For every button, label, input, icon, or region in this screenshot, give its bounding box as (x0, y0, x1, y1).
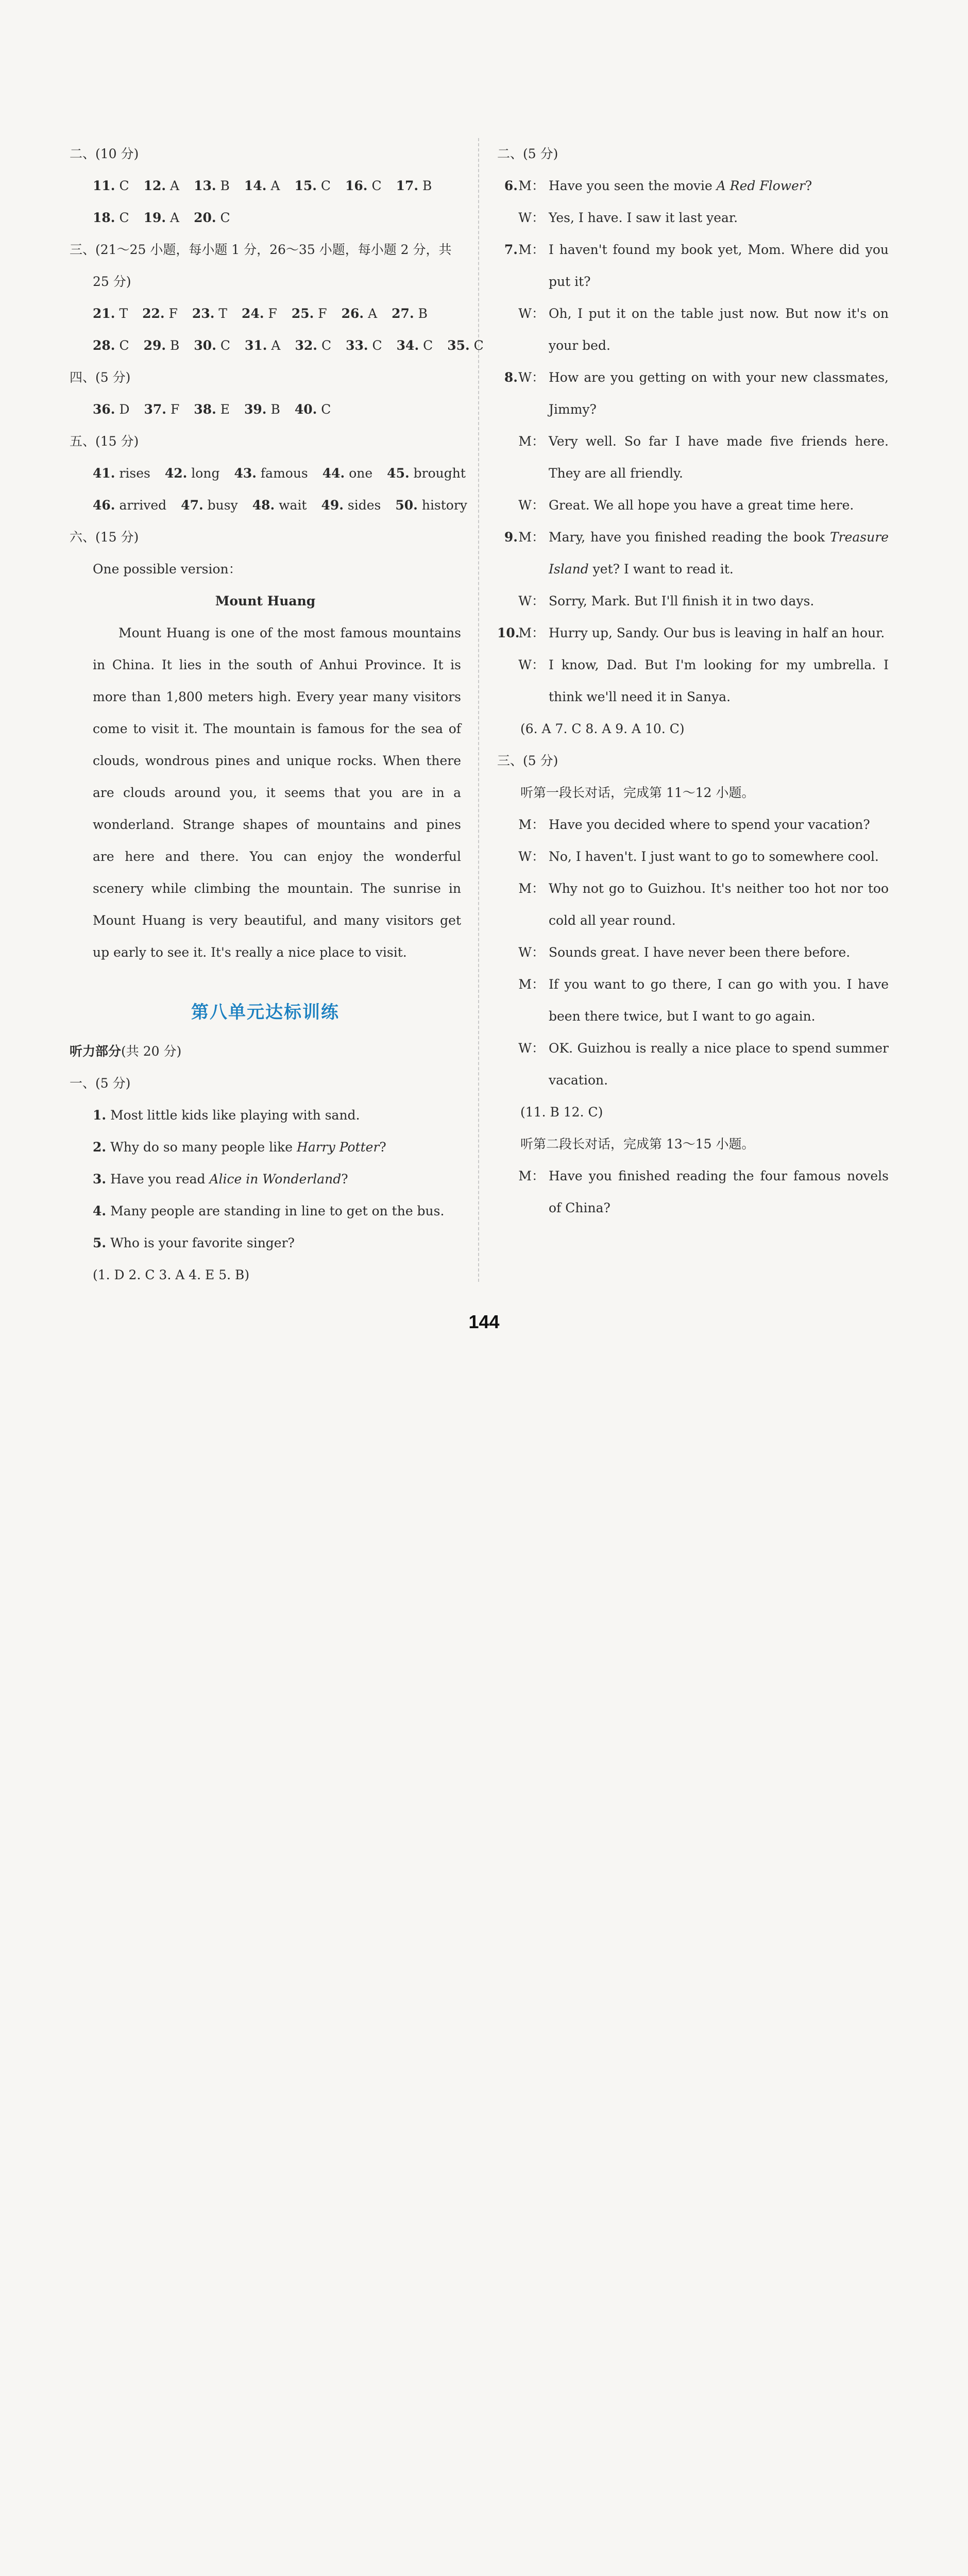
dialog-text-part: yet? I want to read it. (588, 562, 734, 577)
answer-value: wait (275, 498, 307, 513)
speaker: W： (518, 370, 545, 385)
answer-number: 34. (396, 338, 419, 353)
dialog-text: Have you decided where to spend your vacation? (549, 817, 870, 832)
book-title: Harry Potter (297, 1140, 380, 1155)
answer-number: 25. (291, 306, 314, 321)
left-column (70, 138, 484, 1291)
page-number (0, 1311, 968, 1333)
answer-value: B (166, 338, 180, 353)
dialog-number: 6. (504, 178, 518, 193)
answer-value: F (314, 306, 327, 321)
dialog-text: Why not go to Guizhou. It's neither too hot nor too cold all year round. (549, 881, 889, 928)
question-number: 3. (93, 1172, 107, 1187)
answer-item (345, 178, 382, 193)
answer-value: C (115, 338, 129, 353)
answer-number: 31. (244, 338, 267, 353)
unit-title: 第八单元达标训练 (191, 1002, 339, 1023)
dialog-text: Hurry up, Sandy. Our bus is leaving in half an hour. (549, 625, 885, 640)
answer-number: 39. (244, 402, 267, 417)
speaker: M： (518, 434, 545, 449)
answer-item (144, 338, 180, 353)
answer-number: 43. (234, 466, 257, 481)
answer-value: C (367, 178, 382, 193)
answer-item (396, 178, 432, 193)
answer-number: 33. (346, 338, 368, 353)
dialog-text: OK. Guizhou is really a nice place to spend summer vacation. (549, 1041, 889, 1088)
answer-item (144, 178, 180, 193)
right-column (497, 138, 889, 1224)
dialog-line (497, 873, 889, 937)
answer-number: 38. (194, 402, 216, 417)
answer-number: 21. (93, 306, 115, 321)
answer-value: arrived (115, 498, 167, 513)
answer-value: brought (409, 466, 466, 481)
answer-number: 20. (194, 210, 216, 225)
dialog-line (497, 841, 889, 873)
answer-number: 48. (252, 498, 275, 513)
answer-row (70, 394, 461, 426)
answer-number: 40. (294, 402, 317, 417)
answer-number: 18. (93, 210, 115, 225)
answer-value: E (216, 402, 230, 417)
dialog-text: Oh, I put it on the table just now. But now it's on your bed. (549, 306, 889, 353)
answer-number: 16. (345, 178, 368, 193)
answer-item (447, 338, 484, 353)
answer-value: F (166, 402, 180, 417)
answer-number: 30. (194, 338, 216, 353)
answer-number: 27. (392, 306, 414, 321)
question-text: Why do so many people like (110, 1140, 297, 1155)
answer-number: 49. (321, 498, 344, 513)
dialog-text: Have you finished reading the four famous novels of China? (549, 1168, 889, 1215)
answers-6-10: (6. A 7. C 8. A 9. A 10. C) (520, 721, 685, 736)
answer-value: C (316, 178, 331, 193)
answer-value: B (266, 402, 280, 417)
dialog-line (497, 969, 889, 1032)
question-number: 1. (93, 1108, 107, 1123)
essay-body: Mount Huang is one of the most famous mountains in China. It lies in the south of Anhui Province. It is more than 1,800 meters high. Every year many visitors come to visit it. The mountain is famous for the sea of clouds, wondrous pines and unique rocks. When there are clouds around you, it seems that you are in a wonderland. Strange shapes of mountains and pines are here and there. You can enjoy the wonderful scenery while climbing the mountain. The sunrise in Mount Huang is very beautiful, and many visitors get up early to see it. It's really a nice place to visit. (93, 625, 461, 960)
dialog-text: Very well. So far I have made five friends here. They are all friendly. (549, 434, 889, 481)
answer-item (93, 466, 150, 481)
answer-item (244, 402, 280, 417)
answers-11-12: (11. B 12. C) (520, 1105, 603, 1120)
section-2-heading: 二、(5 分) (497, 146, 558, 161)
section-4-heading: 四、(5 分) (70, 370, 131, 385)
dialog-line (497, 489, 889, 521)
speaker: M： (518, 530, 545, 545)
essay-title: Mount Huang (215, 594, 316, 608)
speaker: W： (518, 1041, 545, 1056)
answer-item (192, 306, 227, 321)
question-1 (70, 1099, 461, 1131)
question-mark: ? (379, 1140, 386, 1155)
answer-value: C (115, 178, 129, 193)
answer-number: 41. (93, 466, 115, 481)
answer-item (321, 498, 381, 513)
answer-value: C (317, 402, 331, 417)
page-number-text: 144 (468, 1311, 500, 1332)
answer-value: long (187, 466, 220, 481)
answer-number: 50. (395, 498, 418, 513)
answer-item (93, 338, 129, 353)
answer-item (294, 178, 331, 193)
dialog-text: I know, Dad. But I'm looking for my umbrella. I think we'll need it in Sanya. (549, 657, 889, 704)
section-3-heading-cont: 25 分) (93, 274, 131, 289)
answer-item (346, 338, 382, 353)
speaker: M： (518, 881, 545, 896)
answer-value: B (216, 178, 230, 193)
dialog-text (545, 521, 889, 585)
dialog-text: No, I haven't. I just want to go to somewhere cool. (549, 849, 879, 864)
answer-number: 37. (144, 402, 166, 417)
conversation-2-heading: 听第二段长对话，完成第 13～15 小题。 (520, 1137, 755, 1151)
answer-item (395, 498, 467, 513)
answer-item (397, 338, 433, 353)
answer-number: 36. (93, 402, 115, 417)
answer-item (194, 402, 230, 417)
book-title: Alice in Wonderland (209, 1172, 342, 1187)
answer-number: 45. (387, 466, 410, 481)
dialog-line (497, 362, 889, 426)
answer-item (252, 498, 307, 513)
answer-number: 24. (242, 306, 264, 321)
answer-item (144, 402, 180, 417)
dialog-line (497, 585, 889, 617)
answer-value: B (418, 178, 432, 193)
answer-value: A (166, 210, 180, 225)
section-3-heading: 三、(5 分) (497, 753, 558, 768)
answer-value: F (264, 306, 277, 321)
answer-value: C (368, 338, 382, 353)
answer-item (93, 210, 129, 225)
dialog-line (497, 937, 889, 969)
answer-number: 29. (143, 338, 166, 353)
answer-number: 44. (322, 466, 345, 481)
answer-value: A (364, 306, 378, 321)
answer-item (322, 466, 372, 481)
speaker: W： (518, 498, 545, 513)
answer-item (93, 402, 130, 417)
answer-number: 15. (294, 178, 317, 193)
dialog-line (497, 1160, 889, 1224)
speaker: W： (518, 849, 545, 864)
answer-value: rises (115, 466, 150, 481)
dialog-text: Yes, I have. I saw it last year. (549, 210, 738, 225)
dialog-line (497, 426, 889, 489)
answer-value: one (345, 466, 373, 481)
dialog-line (497, 202, 889, 234)
answer-item (194, 178, 230, 193)
answer-value: A (267, 338, 281, 353)
dialog-text-part: ? (805, 178, 812, 193)
question-number: 5. (93, 1235, 107, 1250)
dialog-text (545, 170, 889, 202)
answer-item (142, 306, 178, 321)
dialog-line (497, 298, 889, 362)
dialog-line (497, 809, 889, 841)
answer-value: history (417, 498, 467, 513)
dialog-text-part: Have you seen the movie (549, 178, 717, 193)
answer-item (242, 306, 277, 321)
section-3-heading: 三、(21～25 小题，每小题 1 分，26～35 小题，每小题 2 分，共 (70, 242, 452, 257)
answer-item (194, 338, 230, 353)
answer-number: 32. (295, 338, 317, 353)
answer-row (70, 330, 484, 362)
answer-item (295, 338, 332, 353)
speaker: M： (518, 817, 545, 832)
answer-number: 47. (181, 498, 203, 513)
book-title: Treasure Island (549, 530, 889, 577)
dialog-text: I haven't found my book yet, Mom. Where did you put it? (549, 242, 889, 289)
dialog-text: If you want to go there, I can go with you. I have been there twice, but I want to go again. (549, 977, 889, 1024)
question-text: Have you read (110, 1172, 210, 1187)
speaker: W： (518, 657, 545, 672)
dialog-number: 10. (497, 625, 520, 640)
question-number: 2. (93, 1140, 107, 1155)
answer-value: A (166, 178, 180, 193)
answer-row (70, 489, 467, 521)
answer-number: 42. (164, 466, 188, 481)
question-5 (70, 1227, 461, 1259)
answer-value: C (115, 210, 129, 225)
question-mark: ? (341, 1172, 348, 1187)
speaker: M： (518, 178, 545, 193)
answer-item (342, 306, 378, 321)
answer-row (70, 298, 461, 330)
answers-1-5: (1. D 2. C 3. A 4. E 5. B) (93, 1267, 250, 1282)
speaker: M： (518, 977, 545, 992)
listening-heading (70, 1036, 461, 1067)
answer-number: 19. (143, 210, 166, 225)
answer-value: C (419, 338, 433, 353)
answer-number: 46. (93, 498, 115, 513)
dialog-number: 9. (504, 530, 518, 545)
speaker: W： (518, 210, 545, 225)
answer-item (392, 306, 428, 321)
conversation-1-heading: 听第一段长对话，完成第 11～12 小题。 (520, 785, 755, 800)
answer-number: 22. (142, 306, 165, 321)
answer-value: A (266, 178, 280, 193)
question-text: Many people are standing in line to get on the bus. (110, 1204, 445, 1218)
answer-item (244, 178, 280, 193)
answer-value: C (216, 210, 230, 225)
answer-value: B (414, 306, 428, 321)
answer-number: 17. (396, 178, 419, 193)
question-3 (70, 1163, 461, 1195)
answer-row (70, 457, 466, 489)
question-2 (70, 1131, 461, 1163)
section-2-heading: 二、(10 分) (70, 146, 139, 161)
answer-number: 13. (194, 178, 216, 193)
answer-value: D (115, 402, 130, 417)
answer-value: F (164, 306, 178, 321)
dialog-text-part: Mary, have you finished reading the book (549, 530, 830, 545)
section-1-heading: 一、(5 分) (70, 1076, 131, 1091)
answer-number: 23. (192, 306, 215, 321)
speaker: M： (518, 242, 545, 257)
essay-intro: One possible version： (93, 562, 242, 577)
dialog-line (497, 617, 889, 649)
speaker: W： (518, 594, 545, 608)
answer-value: C (317, 338, 332, 353)
answer-number: 35. (447, 338, 470, 353)
answer-item (245, 338, 281, 353)
answer-item (165, 466, 220, 481)
dialog-text: Sorry, Mark. But I'll finish it in two days. (549, 594, 814, 608)
answer-value: busy (203, 498, 238, 513)
dialog-number: 7. (504, 242, 518, 257)
movie-title: A Red Flower (716, 178, 805, 193)
answer-value: sides (343, 498, 381, 513)
answer-item (387, 466, 466, 481)
speaker: M： (518, 1168, 545, 1183)
dialog-line (497, 234, 889, 298)
dialog-number: 8. (504, 370, 518, 385)
answer-value: C (469, 338, 484, 353)
question-number: 4. (93, 1204, 107, 1218)
dialog-text: Great. We all hope you have a great time here. (549, 498, 854, 513)
dialog-line (497, 170, 889, 202)
answer-item (194, 210, 230, 225)
answer-value: T (115, 306, 128, 321)
question-text: Who is your favorite singer? (110, 1235, 295, 1250)
question-text: Most little kids like playing with sand. (110, 1108, 360, 1123)
answer-row (70, 170, 461, 202)
section-6-heading: 六、(15 分) (70, 530, 139, 545)
answer-value: famous (256, 466, 308, 481)
listening-label: 听力部分 (70, 1044, 122, 1059)
conversation-1 (497, 809, 889, 1096)
listening-points: (共 20 分) (121, 1044, 182, 1059)
answer-item (295, 402, 331, 417)
section-5-heading: 五、(15 分) (70, 434, 139, 449)
answer-item (234, 466, 308, 481)
answer-item (292, 306, 327, 321)
answer-item (144, 210, 180, 225)
question-4 (70, 1195, 461, 1227)
answer-item (93, 306, 128, 321)
speaker: M： (518, 625, 545, 640)
answer-item (93, 178, 129, 193)
answer-number: 26. (341, 306, 364, 321)
dialog-line (497, 521, 889, 585)
answer-value: C (216, 338, 230, 353)
answer-number: 11. (93, 178, 115, 193)
speaker: W： (518, 306, 545, 321)
speaker: W： (518, 945, 545, 960)
answer-item (181, 498, 238, 513)
dialog-text: Sounds great. I have never been there before. (549, 945, 851, 960)
answer-number: 28. (93, 338, 115, 353)
answer-value: T (214, 306, 228, 321)
dialog-line (497, 649, 889, 713)
column-divider (478, 138, 479, 1282)
answer-number: 14. (244, 178, 267, 193)
answer-number: 12. (143, 178, 166, 193)
dialog-text: How are you getting on with your new classmates, Jimmy? (549, 370, 889, 417)
answer-row (70, 202, 461, 234)
dialog-line (497, 1032, 889, 1096)
answer-item (93, 498, 166, 513)
